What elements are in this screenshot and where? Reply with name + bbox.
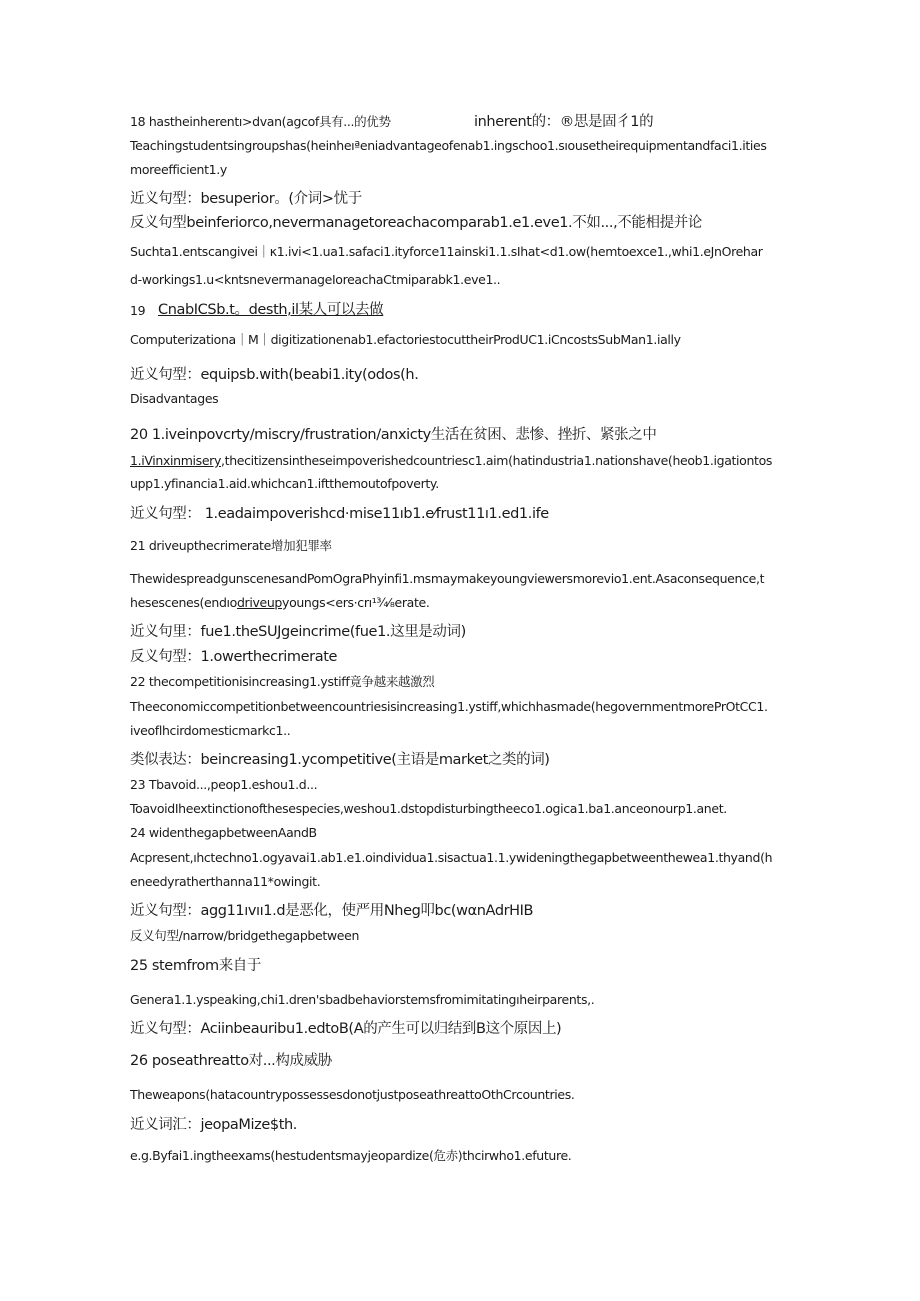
item-19-example: Computerizationa｜M｜digitizationenab1.efactoriestocuttheirProdUC1.iCncostsSubMan1.ially	[130, 332, 681, 347]
item-23-example: ToavoidIheextinctionofthesespecies,weshou1.dstopdisturbingtheeco1.ogica1.ba1.anceonourp1.anet.	[130, 801, 727, 816]
item-26-synonym: 近义词汇：jeopaMize$th.	[130, 1117, 297, 1133]
item-25-synonym: 近义句型：Aciinbeauribu1.edtoB(A的产生可以归结到B这个原因上)	[130, 1021, 562, 1037]
item-26-example: Theweapons(hatacountrypossessesdonotjustposeathreattoOthCrcountries.	[130, 1087, 575, 1102]
item-18-antonym: 反义句型beinferiorco,nevermanagetoreachacomparab1.e1.eve1.不如...,不能相提并论	[130, 215, 702, 231]
item-26-example2: e.g.Byfai1.ingtheexams(hestudentsmayjeopardize(危赤)thcirwho1.efuture.	[130, 1148, 572, 1163]
item-23-heading: 23 Tbavoid...,peop1.eshou1.d...	[130, 777, 318, 792]
item-22-example-line-1: Theeconomiccompetitionbetweencountriesisincreasing1.ystiff,whichhasmade(hegovernmentmorePrOtCC1.	[130, 699, 768, 714]
item-21-synonym: 近义句里：fue1.theSUJgeincrime(fue1.这里是动词)	[130, 624, 466, 640]
item-18-example2-line-1: Suchta1.entscangivei｜κ1.ivi<1.ua1.safaci1.ityforce11ainski1.1.sIhat<d1.ow(hemtoexce1.,whi1.eJnOrehar	[130, 244, 763, 259]
item-25-example: Genera1.1.yspeaking,chi1.dren'sbadbehaviorstemsfromimitatingıheirparents,.	[130, 992, 595, 1007]
item-19-number: 19	[130, 303, 146, 318]
item-19-heading: CnabICSb.t。desth,il某人可以去做	[158, 302, 384, 318]
item-21-example-line-2: hesescenes(endıodriveupyoungs<ers·crı¹¾⁄₈erate.	[130, 595, 430, 610]
item-20-example-line-1	[130, 452, 772, 470]
item-18-heading: 18 hastheinherentı>dvan(agcof具有...的优势	[130, 114, 391, 129]
item-25-heading: 25 stemfrom来自于	[130, 958, 261, 974]
item-18-synonym: 近义句型：besuperior。(介词>忧于	[130, 191, 362, 207]
item-18-example-line-2: moreefficient1.y	[130, 162, 227, 177]
item-24-heading: 24 widenthegapbetweenAandB	[130, 825, 317, 840]
item-21-underlined-phrase: driveup	[236, 595, 283, 610]
item-21-heading: 21 driveupthecrimerate增加犯罪率	[130, 538, 332, 553]
item-21-antonym: 反义句型：1.owerthecrimerate	[130, 649, 338, 665]
item-18-example2-line-2: d-workings1.u<kntsnevermanageIoreachaCtmiparabk1.eve1..	[130, 272, 501, 287]
item-24-example-line-2: eneedyratherthanna11*owingit.	[130, 874, 321, 889]
item-19-disadvantages: Disadvantages	[130, 391, 219, 406]
item-18-note: inherent的：®思是固彳1的	[474, 114, 654, 130]
item-20-example-text: ,thecitizensintheseimpoverishedcountriesc1.aim(hatindustria1.nationshave(heob1.igationtos	[221, 453, 773, 468]
item-24-synonym: 近义句型：agg11ıvıı1.d是恶化，使严用Nheg叩bc(wαnAdrHIB	[130, 903, 534, 919]
item-19-synonym: 近义句型：equipsb.with(beabi1.ity(odos(h.	[130, 367, 419, 383]
item-26-heading: 26 poseathreatto对...构成威胁	[130, 1053, 332, 1069]
item-22-similar: 类似表达：beincreasing1.ycompetitive(主语是market之类的词)	[130, 752, 550, 768]
item-22-heading: 22 thecompetitionisincreasing1.ystiff竟争越来越激烈	[130, 674, 435, 689]
item-24-antonym: 反义句型/narrow/bridgethegapbetween	[130, 928, 360, 943]
item-20-example-line-2: upp1.yfinancia1.aid.whichcan1.iftthemoutofpoverty.	[130, 476, 439, 491]
item-20-heading: 20 1.iveinpovcrty/miscry/frustration/anxicty生活在贫困、悲惨、挫折、紧张之中	[130, 427, 657, 443]
item-20-underlined-phrase: 1.iVinxinmisery	[130, 453, 222, 468]
item-20-synonym: 近义句型： 1.eadaimpoverishcd·mise11ıb1.e⁄frust11ı1.ed1.ife	[130, 506, 549, 522]
item-21-example-line-1: ThewidespreadgunscenesandPomOgraPhyinfi1.msmaymakeyoungviewersmorevio1.ent.Asaconsequence,t	[130, 571, 765, 586]
item-18-example-line-1: Teachingstudentsingroupshas(heinheıªeniadvantageofenab1.ingschoo1.sıousetheirequipmentandfaci1.ities	[130, 138, 767, 153]
item-24-example-line-1: Acpresent,ıhctechno1.ogyavai1.ab1.e1.oindividua1.sisactua1.1.ywideningthegapbetweenthewea1.thyand(h	[130, 850, 773, 865]
item-22-example-line-2: iveoflhcirdomesticmarkc1..	[130, 723, 291, 738]
